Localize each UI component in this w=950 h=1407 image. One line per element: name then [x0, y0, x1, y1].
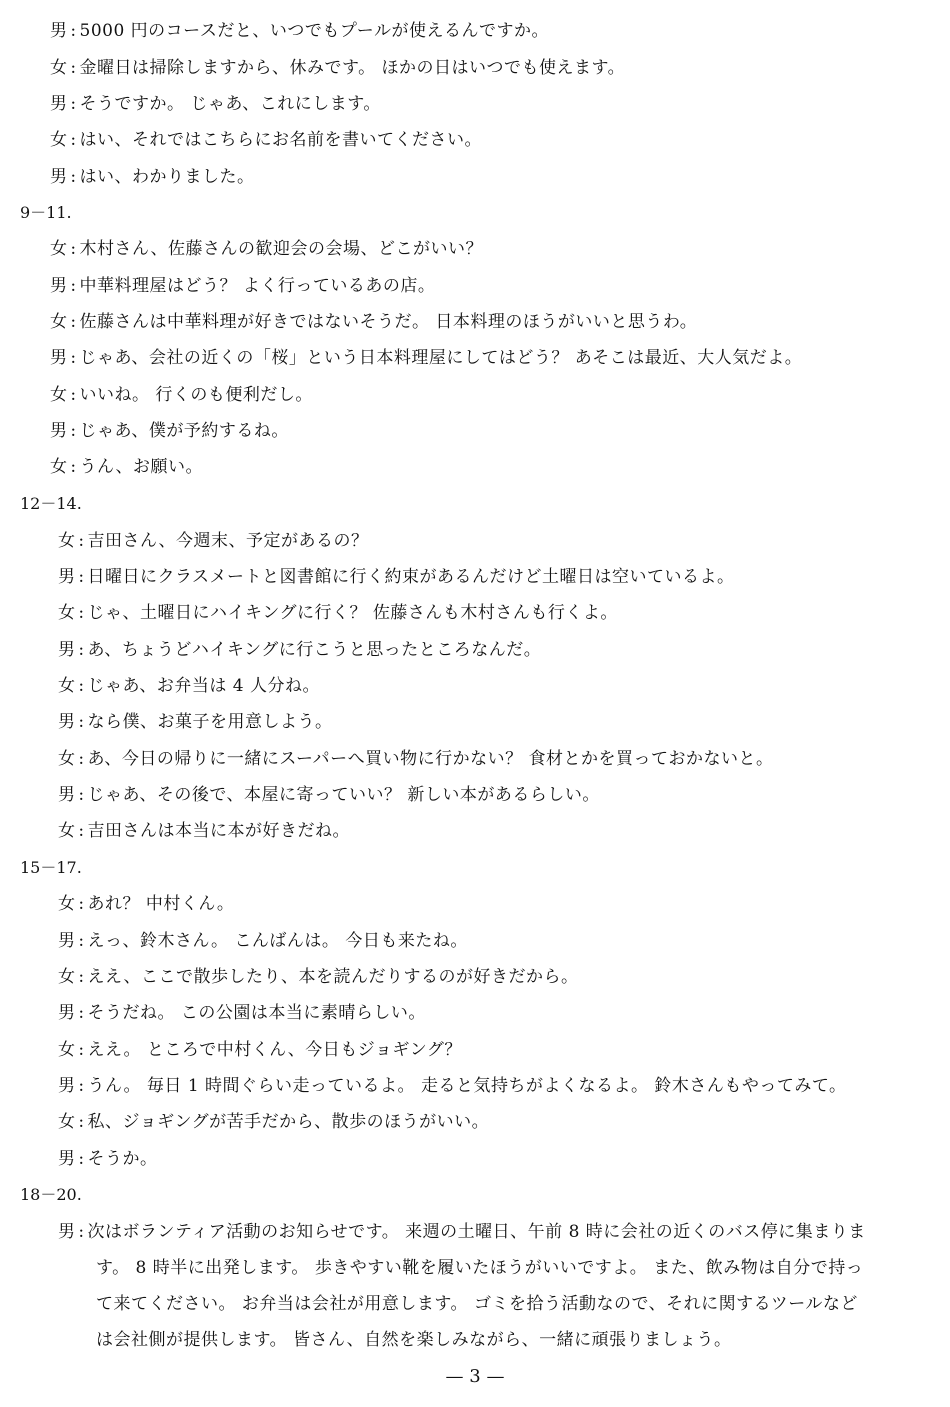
dialogue-text: じゃ、土曜日にハイキングに行く？ 佐藤さんも木村さんも行くよ。 — [87, 603, 618, 623]
dialogue-text: ええ、ここで散歩したり、本を読んだりするのが好きだから。 — [87, 967, 579, 987]
dialogue-line — [50, 344, 802, 372]
dialogue-line — [58, 890, 234, 918]
colon: : — [70, 167, 77, 187]
dialogue-text: いいね。 行くのも便利だし。 — [79, 385, 313, 405]
speaker-label: 男 — [58, 567, 76, 587]
speaker-label: 男 — [58, 1003, 76, 1023]
dialogue-line — [58, 599, 618, 627]
announcement-block — [58, 1214, 938, 1362]
dialogue-line — [50, 235, 483, 263]
colon: : — [78, 1003, 85, 1023]
colon: : — [78, 749, 85, 769]
dialogue-line — [58, 999, 426, 1027]
colon: : — [78, 603, 85, 623]
speaker-label: 男 — [50, 21, 68, 41]
colon: : — [78, 1076, 85, 1096]
dialogue-text: あ、ちょうどハイキングに行こうと思ったところなんだ。 — [87, 640, 542, 660]
colon: : — [70, 94, 77, 114]
speaker-label: 女 — [58, 1112, 76, 1132]
dialogue-line — [58, 1108, 489, 1136]
colon: : — [78, 712, 85, 732]
speaker-label: 男 — [50, 348, 68, 368]
page-number: — 3 — — [445, 1366, 505, 1387]
speaker-label: 女 — [50, 58, 68, 78]
dialogue-text: じゃあ、お弁当は 4 人分ね。 — [87, 676, 320, 696]
dialogue-text: えっ、鈴木さん。 こんばんは。 今日も来たね。 — [87, 931, 468, 951]
dialogue-line — [58, 1072, 847, 1100]
speaker-label: 男 — [50, 167, 68, 187]
section-label: 12－14. — [20, 494, 82, 513]
colon: : — [70, 21, 77, 41]
dialogue-line — [58, 563, 735, 591]
dialogue-text: 金曜日は掃除しますから、休みです。 ほかの日はいつでも使えます。 — [79, 58, 626, 78]
colon: : — [70, 348, 77, 368]
colon: : — [78, 894, 85, 914]
dialogue-text: そうか。 — [87, 1149, 158, 1169]
colon: : — [78, 967, 85, 987]
colon: : — [70, 385, 77, 405]
dialogue-text: あれ？ 中村くん。 — [87, 894, 235, 914]
dialogue-text: 私、ジョギングが苦手だから、散歩のほうがいい。 — [87, 1112, 490, 1132]
dialogue-text: じゃあ、会社の近くの「桜」という日本料理屋にしてはどう？ あそこは最近、大人気だよ。 — [79, 348, 803, 368]
dialogue-text: はい、それではこちらにお名前を書いてください。 — [79, 130, 482, 150]
dialogue-text: あ、今日の帰りに一緒にスーパーへ買い物に行かない？ 食材とかを買っておかないと。 — [87, 749, 774, 769]
speaker-label: 女 — [50, 312, 68, 332]
colon: : — [78, 1149, 85, 1169]
section-label: 15－17. — [20, 858, 82, 877]
dialogue-line — [58, 927, 468, 955]
announcement-text: 次はボランティア活動のお知らせです。 来週の土曜日、午前 8 時に会社の近くのバス停に集まりま — [87, 1222, 866, 1242]
speaker-label: 男 — [58, 931, 76, 951]
speaker-label: 女 — [58, 676, 76, 696]
dialogue-line — [58, 1145, 158, 1173]
speaker-label: 男 — [50, 94, 68, 114]
colon: : — [78, 567, 85, 587]
speaker-label: 男 — [58, 640, 76, 660]
speaker-label: 男 — [50, 276, 68, 296]
dialogue-text: 日曜日にクラスメートと図書館に行く約束があるんだけど土曜日は空いているよ。 — [87, 567, 735, 587]
colon: : — [78, 640, 85, 660]
dialogue-line — [50, 163, 255, 191]
dialogue-line — [58, 708, 333, 736]
dialogue-line — [58, 781, 600, 809]
colon: : — [78, 531, 85, 551]
dialogue-line — [58, 817, 350, 845]
colon: : — [70, 457, 77, 477]
dialogue-line — [50, 417, 289, 445]
dialogue-text: ええ。 ところで中村くん、今日もジョギング？ — [87, 1040, 462, 1060]
speaker-label: 男 — [58, 1076, 76, 1096]
dialogue-line — [58, 636, 541, 664]
dialogue-line — [50, 90, 381, 118]
speaker-label: 女 — [50, 239, 68, 259]
colon: : — [78, 821, 85, 841]
speaker-label: 男 — [50, 421, 68, 441]
speaker-label: 男 — [58, 1222, 76, 1242]
dialogue-text: 吉田さん、今週末、予定があるの？ — [87, 531, 369, 551]
speaker-label: 男 — [58, 785, 76, 805]
dialogue-line — [50, 381, 313, 409]
speaker-label: 女 — [50, 385, 68, 405]
colon: : — [70, 276, 77, 296]
dialogue-text: じゃあ、僕が予約するね。 — [79, 421, 289, 441]
dialogue-text: 5000 円のコースだと、いつでもプールが使えるんですか。 — [79, 21, 549, 41]
dialogue-line — [58, 672, 320, 700]
dialogue-text: はい、わかりました。 — [79, 167, 255, 187]
dialogue-text: 中華料理屋はどう？ よく行っているあの店。 — [79, 276, 436, 296]
dialogue-text: じゃあ、その後で、本屋に寄っていい？ 新しい本があるらしい。 — [87, 785, 600, 805]
speaker-label: 女 — [58, 603, 76, 623]
dialogue-line — [50, 17, 549, 45]
colon: : — [70, 130, 77, 150]
speaker-label: 女 — [50, 457, 68, 477]
colon: : — [78, 1112, 85, 1132]
dialogue-text: そうですか。 じゃあ、これにします。 — [79, 94, 381, 114]
dialogue-line — [58, 745, 774, 773]
dialogue-text: 木村さん、佐藤さんの歓迎会の会場、どこがいい？ — [79, 239, 484, 259]
colon: : — [78, 1040, 85, 1060]
announcement-line: て来てください。 お弁当は会社が用意します。 ゴミを拾う活動なので、それに関するツールなど — [96, 1294, 858, 1314]
colon: : — [70, 312, 77, 332]
colon: : — [70, 421, 77, 441]
announcement-first-line — [58, 1214, 866, 1250]
colon: : — [78, 931, 85, 951]
dialogue-text: 吉田さんは本当に本が好きだね。 — [87, 821, 350, 841]
speaker-label: 女 — [58, 1040, 76, 1060]
colon: : — [70, 239, 77, 259]
announcement-line: は会社側が提供します。 皆さん、自然を楽しみながら、一緒に頑張りましょう。 — [96, 1330, 732, 1350]
dialogue-text: なら僕、お菓子を用意しよう。 — [87, 712, 333, 732]
colon: : — [78, 1222, 85, 1242]
speaker-label: 女 — [58, 749, 76, 769]
dialogue-line — [50, 308, 697, 336]
dialogue-text: 佐藤さんは中華料理が好きではないそうだ。 日本料理のほうがいいと思うわ。 — [79, 312, 698, 332]
dialogue-line — [50, 272, 435, 300]
colon: : — [78, 676, 85, 696]
speaker-label: 女 — [50, 130, 68, 150]
section-label: 9－11. — [20, 203, 72, 222]
dialogue-line — [58, 1036, 462, 1064]
dialogue-line — [58, 527, 369, 555]
speaker-label: 男 — [58, 712, 76, 732]
speaker-label: 女 — [58, 821, 76, 841]
dialogue-text: うん、お願い。 — [79, 457, 204, 477]
announcement-line: す。 8 時半に出発します。 歩きやすい靴を履いたほうがいいですよ。 また、飲み物は自分で持っ — [96, 1258, 864, 1278]
dialogue-line — [50, 453, 203, 481]
dialogue-line — [50, 54, 625, 82]
section-label: 18－20. — [20, 1185, 82, 1204]
speaker-label: 女 — [58, 967, 76, 987]
speaker-label: 男 — [58, 1149, 76, 1169]
speaker-label: 女 — [58, 531, 76, 551]
dialogue-line — [58, 963, 579, 991]
speaker-label: 女 — [58, 894, 76, 914]
colon: : — [78, 785, 85, 805]
dialogue-line — [50, 126, 482, 154]
dialogue-text: うん。 毎日 1 時間ぐらい走っているよ。 走ると気持ちがよくなるよ。 鈴木さんもやってみて。 — [87, 1076, 847, 1096]
colon: : — [70, 58, 77, 78]
dialogue-text: そうだね。 この公園は本当に素晴らしい。 — [87, 1003, 426, 1023]
